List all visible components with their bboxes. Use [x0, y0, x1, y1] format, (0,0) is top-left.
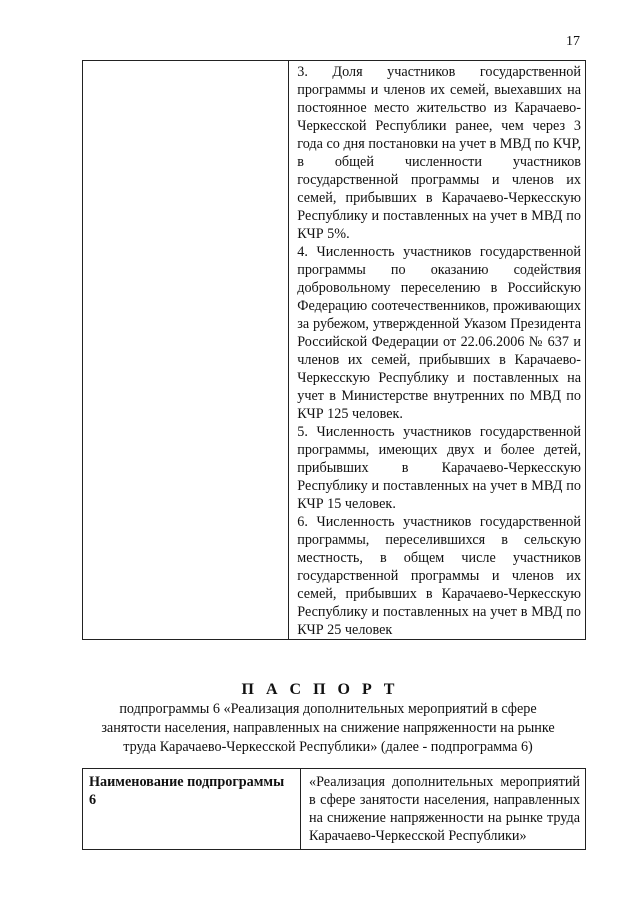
indicators-cell — [289, 61, 586, 640]
page-number: 17 — [566, 34, 580, 49]
row-value-cell — [301, 769, 586, 850]
indicator-item: 3. Доля участников государственной программы и членов их семей, выехавших на постоянное место жительство из Карачаево-Черкесской Республики ранее, чем через 3 года со дня постановки на учет в МВД по КЧР, в общей численности участников государственной программы и членов их семей, прибывших в Карачаево-Черкесскую Республику и поставленных на учет в МВД по КЧР 5%. — [297, 64, 581, 242]
passport-title: П А С П О Р Т — [241, 681, 399, 698]
table-row — [83, 61, 586, 640]
row-label: Наименование подпрограммы 6 — [83, 769, 301, 850]
empty-cell — [83, 61, 289, 640]
indicator-item: 5. Численность участников государственной программы, имеющих двух и более детей, прибывших в Карачаево-Черкесскую Республику и поставленных на учет в МВД по КЧР 15 человек. — [297, 424, 581, 512]
indicator-item: 6. Численность участников государственной программы, переселившихся в сельскую местность, в общем числе участников государственной программы и членов их семей, прибывших в Карачаево-Черкесскую Республику и поставленных на учет в МВД по КЧР 25 человек — [297, 514, 581, 638]
table-row — [83, 769, 586, 850]
indicators-table — [82, 60, 586, 640]
indicator-item: 4. Численность участников государственной программы по оказанию содействия добровольному переселению в Российскую Федерацию соотечественников, проживающих за рубежом, утвержденной Указом Президента Российской Федерации от 22.06.2006 № 637 и членов их семей, прибывших в Карачаево-Черкесскую Республику и поставленных на учет в Министерстве внутренних по МВД по КЧР 125 человек. — [297, 244, 581, 422]
passport-subtitle: подпрограммы 6 «Реализация дополнительных мероприятий в сфере занятости населения, направленных на снижение напряженности на рынке труда Карачаево-Черкесской Республики» (далее - подпрограмма 6) — [101, 701, 555, 755]
passport-table — [82, 768, 586, 850]
row-value: «Реализация дополнительных мероприятий в сфере занятости населения, направленных на снижение напряженности на рынке труда Карачаево-Черкесской Республики» — [309, 774, 580, 844]
